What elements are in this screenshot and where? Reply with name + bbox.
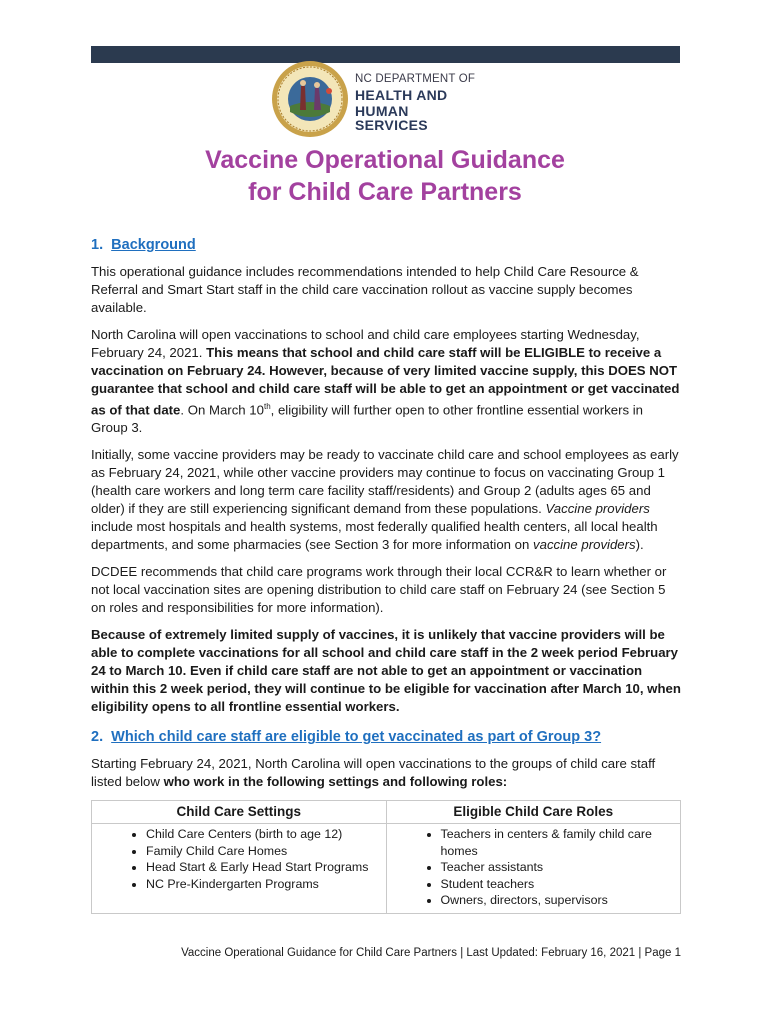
intro-bold: who work in the following settings and following roles:	[163, 774, 508, 790]
agency-line-2: HEALTH AND	[355, 86, 448, 103]
ncdhhs-logo	[271, 60, 481, 138]
title-line-1: Vaccine Operational Guidance	[205, 146, 565, 174]
background-paragraph-2	[91, 326, 681, 437]
list-item: • Child Care Centers (birth to age 12)	[146, 826, 382, 843]
nc-state-seal-icon	[271, 60, 349, 138]
p2-sup: th	[263, 402, 271, 411]
agency-line-3: HUMAN SERVICES	[355, 102, 428, 133]
eligibility-table	[91, 800, 681, 914]
agency-name	[355, 74, 481, 132]
section-1-heading	[91, 236, 681, 254]
title-line-2: for Child Care Partners	[248, 178, 522, 206]
section-2-heading	[91, 728, 681, 746]
section-2-title: Which child care staff are eligible to get vaccinated as part of Group 3?	[111, 729, 602, 746]
list-item: • Teacher assistants	[441, 859, 677, 876]
roles-cell	[386, 824, 681, 914]
p3-text-a: Initially, some vaccine providers may be ready to vaccinate child care and school employees as early as February 24, 2021, while other vaccine providers may continue to focus on vaccinating Group 1 (health care workers and long term care facility staff/residents) and Group 2 (adults ages 65 and older) if they are still experiencing significant demand from these populations.	[91, 447, 679, 517]
background-paragraph-3	[91, 446, 681, 554]
p3-italic-1: Vaccine providers	[545, 501, 650, 517]
p2-text-c: . On March 10	[180, 402, 264, 418]
table-row	[92, 824, 681, 914]
document-body	[91, 236, 681, 914]
list-item: • Student teachers	[441, 876, 677, 893]
p3-italic-2: vaccine providers	[533, 537, 636, 553]
background-paragraph-5: Because of extremely limited supply of vaccines, it is unlikely that vaccine providers will be able to complete vaccinations for all school and child care staff in the 2 week period February 24 to March 10. Even if child care staff are not able to get an appointment or vaccination within this 2 week period, they will continue to be eligible for vaccination after March 10, when eligibility opens to all frontline essential workers.	[91, 627, 681, 715]
section-1-title: Background	[111, 237, 196, 253]
list-item: • Head Start & Early Head Start Programs	[146, 859, 382, 876]
p2-text-a: North Carolina will open vaccinations to school and child care employees starting Wednesday, February 24, 2021.	[91, 327, 640, 360]
roles-column-header: Eligible Child Care Roles	[386, 801, 681, 824]
list-item: • NC Pre-Kindergarten Programs	[146, 876, 382, 893]
p2-text-d: , eligibility will further open to other frontline essential workers in Group 3.	[91, 402, 643, 436]
table-header-row	[92, 801, 681, 824]
intro-text: Starting February 24, 2021, North Carolina will open vaccinations to the groups of child care staff listed below	[91, 756, 656, 790]
section-2-number: 2.	[91, 729, 104, 746]
p2-bold: This means that school and child care staff will be ELIGIBLE to receive a vaccination on February 24. However, because of very limited vaccine supply, this DOES NOT guarantee that school and child care staff will be able to get an appointment or get vaccinated as of that date	[91, 345, 680, 418]
p3-text-c: ).	[635, 537, 644, 553]
list-item: • Owners, directors, supervisors	[441, 892, 677, 909]
settings-cell	[92, 824, 387, 914]
settings-list	[96, 826, 382, 892]
background-paragraph-1: This operational guidance includes recommendations intended to help Child Care Resource & Referral and Smart Start staff in the child care vaccination rollout as vaccine supply becomes available.	[91, 264, 639, 315]
roles-list	[391, 826, 677, 909]
background-paragraph-4: DCDEE recommends that child care programs work through their local CCR&R to learn whether or not local vaccination sites are opening distribution to child care staff on February 24 (see Section 5 on roles and responsibilities for more information).	[91, 564, 667, 616]
agency-line-1: NC DEPARTMENT OF	[355, 73, 476, 85]
page-footer: Vaccine Operational Guidance for Child Care Partners | Last Updated: February 16, 2021 | Page 1	[181, 947, 681, 959]
p3-text-b: include most hospitals and health systems, most federally qualified health centers, all local health departments, and some pharmacies (see Section 3 for more information on	[91, 519, 658, 553]
page-title	[0, 144, 770, 208]
settings-column-header: Child Care Settings	[92, 801, 387, 824]
list-item: • Teachers in centers & family child care homes	[441, 826, 677, 859]
section-1-number: 1.	[91, 237, 104, 253]
list-item: • Family Child Care Homes	[146, 843, 382, 860]
eligible-intro	[91, 755, 681, 791]
